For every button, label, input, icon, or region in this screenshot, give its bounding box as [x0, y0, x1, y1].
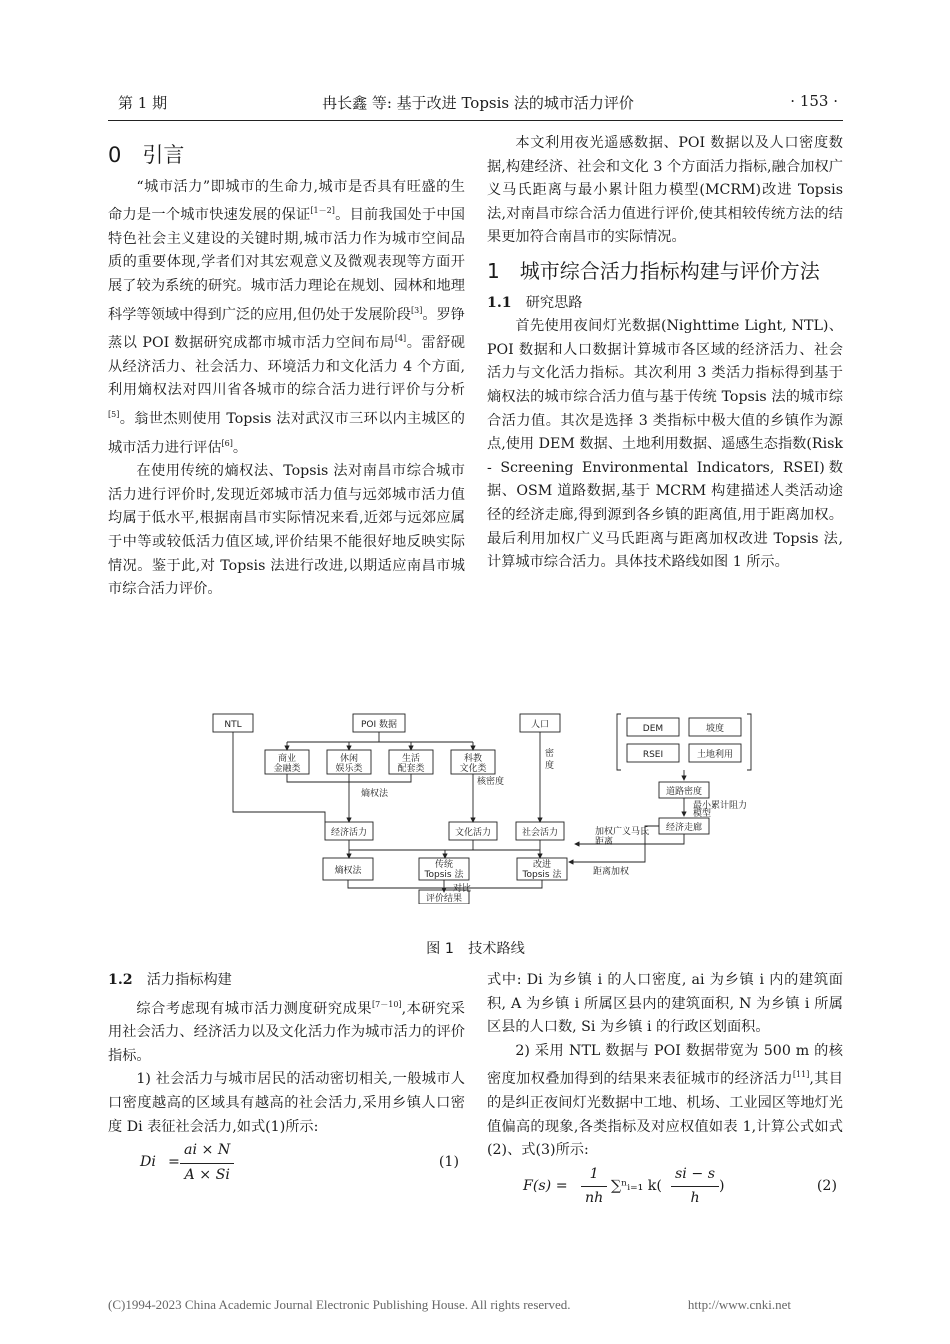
intro-paragraph-2: 在使用传统的熵权法、Topsis 法对南昌市综合城市活力进行评价时,发现近郊城市活力值与远郊城市活力值均属于低水平,根据南昌市实际情况来看,近郊与远郊应属于中等或较低活力值区域,评价结果不能很好地反映实际情况。鉴于此,对 Topsis 法进行改进,以期适应南昌市城市综合活力评价。 — [108, 463, 465, 598]
poi-category-label-2: 娱乐类 — [335, 764, 363, 774]
poi-category-label-2: 配套类 — [397, 764, 425, 774]
right-column — [487, 132, 843, 575]
header-rule — [108, 120, 843, 121]
entropy-weight-label: 熵权法 — [361, 789, 389, 799]
subsection-1-1-heading: 1.1 研究思路 — [487, 294, 583, 311]
population-label: 人口 — [530, 720, 550, 730]
landuse-label: 土地利用 — [696, 750, 734, 760]
traditional-topsis-label-2: Topsis 法 — [424, 870, 464, 880]
road-density-label: 道路密度 — [665, 787, 703, 797]
density-label-2: 度 — [545, 761, 555, 771]
poi-category-label-2: 文化类 — [459, 764, 487, 774]
mcrm-label-1: 最小累计阻力 — [693, 801, 748, 811]
corridor-label: 经济走廊 — [665, 823, 703, 833]
poi-category-label-2: 金融类 — [273, 764, 301, 774]
improved-topsis-label-2: Topsis 法 — [522, 870, 562, 880]
subsection-1-2-heading: 1.2 活力指标构建 — [108, 972, 232, 988]
section-1-heading: 1 城市综合活力指标构建与评价方法 — [487, 258, 820, 283]
economic-vitality-label: 经济活力 — [330, 828, 368, 838]
poi-label: POI 数据 — [360, 720, 398, 730]
social-vitality-label: 社会活力 — [521, 828, 559, 838]
density-label-1: 密 — [545, 749, 555, 759]
figure-caption: 图 1 技术路线 — [426, 941, 525, 957]
slope-label: 坡度 — [705, 724, 725, 734]
copyright-text: (C)1994-2023 China Academic Journal Electronic Publishing House. All rights reserved. — [108, 1297, 571, 1312]
entropy-method-label: 熵权法 — [334, 866, 362, 876]
mcrm-label-2: 模型 — [693, 809, 712, 819]
left-column-lower — [108, 969, 465, 1185]
equation-2: F(s) = $\frac{1}{nh}$ ∑ⁿᵢ₌₁ k( $\frac{si - s}{h}$ ) (2) — [487, 1163, 843, 1209]
dem-label: DEM — [642, 724, 664, 734]
left-column — [108, 140, 465, 602]
econ-paragraph: 2) 采用 NTL 数据与 POI 数据带宽为 500 m 的核密度加权叠加得到的结果来表征城市的经济活力[11],其目的是纠正夜间灯光数据中工地、机场、工业园区等地灯光值偏高的现象,各类指标及对应权值如表 1,计算公式如式(2)、式(3)所示: — [487, 1042, 843, 1159]
rsei-label: RSEI — [642, 750, 664, 760]
section-0-heading: 0 引言 — [108, 143, 185, 167]
kernel-density-label: 核密度 — [477, 777, 505, 787]
poi-category-label-1: 生活 — [401, 754, 421, 764]
mahalanobis-label-2: 距离 — [595, 837, 614, 847]
running-title: 冉长鑫 等: 基于改进 Topsis 法的城市活力评价 — [322, 94, 634, 112]
compare-label: 对比 — [453, 884, 472, 894]
method-paragraph: 首先使用夜间灯光数据(Nighttime Light, NTL)、POI 数据和人口数据计算城市各区域的经济活力、社会活力与文化活力指标。其次利用 3 类活力指标得到基于熵权法的城市综合活力值与基于传统 Topsis 法的城市综合活力值。其次是选择 3 类指标中极大值的乡镇作为源点,使用 DEM 数据、土地利用数据、遥感生态指数(Risk - Screening Environmental Indicators, RSEI)数据、OSM 道路数据,基于 MCRM 构建描述人类活动途径的经济走廊,得到源到各乡镇的距离值,用于距离加权。最后利用加权广义马氏距离与距离加权改进 Topsis 法,计算城市综合活力。具体技术路线如图 1 所示。 — [487, 318, 843, 571]
technical-route-figure — [205, 712, 760, 904]
right-column-lower — [487, 969, 843, 1209]
intro-paragraph-1: “城市活力”即城市的生命力,城市是否具有旺盛的生命力是一个城市快速发展的保证[1－2]。目前我国处于中国特色社会主义建设的关键时期,城市活力作为城市空间品质的重要体现,学者们对其宏观意义及微观表现等方面开展了较为系统的研究。城市活力理论在规划、园林和地理科学等领域中得到广泛的应用,但仍处于发展阶段[3]。罗铮蒸以 POI 数据研究成都市城市活力空间布局[4]。雷舒砚从经济活力、社会活力、环境活力和文化活力 4 个方面,利用熵权法对四川省各城市的综合活力进行评价与分析[5]。翁世杰则使用 Topsis 法对武汉市三环以内主城区的城市活力进行评估[6]。 — [108, 178, 465, 456]
running-header — [118, 92, 838, 114]
cnki-url: http://www.cnki.net — [687, 1297, 791, 1312]
ntl-label: NTL — [224, 720, 242, 730]
poi-category-label-1: 商业 — [277, 754, 297, 764]
improved-topsis-label-1: 改进 — [532, 860, 552, 870]
poi-category-label-1: 休闲 — [339, 754, 359, 764]
indicator-paragraph-1: 综合考虑现有城市活力测度研究成果[7－10],本研究采用社会活力、经济活力以及文化活力作为城市活力的评价指标。 — [108, 999, 465, 1064]
page-number: · 153 · — [790, 92, 838, 110]
cultural-vitality-label: 文化活力 — [454, 828, 492, 838]
copyright-footer — [108, 1297, 843, 1313]
equation-1: Di = $\frac{ai \times N}{A \times Si}$ (1) — [108, 1139, 465, 1185]
intro-paragraph-3: 本文利用夜光遥感数据、POI 数据以及人口密度数据,构建经济、社会和文化 3 个方面活力指标,融合加权广义马氏距离与最小累计阻力模型(MCRM)改进 Topsis 法,对南昌市综合活力值进行评价,使其相较传统方法的结果更加符合南昌市的实际情况。 — [487, 135, 843, 246]
indicator-paragraph-2: 1) 社会活力与城市居民的活动密切相关,一般城市人口密度越高的区域具有越高的社会活力,采用乡镇人口密度 Di 表征社会活力,如式(1)所示: — [108, 1071, 465, 1135]
distance-weight-label: 距离加权 — [593, 867, 630, 877]
traditional-topsis-label-1: 传统 — [434, 860, 454, 870]
variable-definitions: 式中: Di 为乡镇 i 的人口密度, ai 为乡镇 i 内的建筑面积, A 为乡镇 i 所属区县内的建筑面积, N 为乡镇 i 所属区县的人口数, Si 为乡镇 i 的行政区划面积。 — [487, 972, 843, 1036]
issue-number: 第 1 期 — [118, 94, 168, 112]
mahalanobis-label-1: 加权广义马氏 — [595, 827, 650, 837]
result-label: 评价结果 — [425, 894, 463, 904]
poi-category-label-1: 科教 — [463, 754, 483, 764]
